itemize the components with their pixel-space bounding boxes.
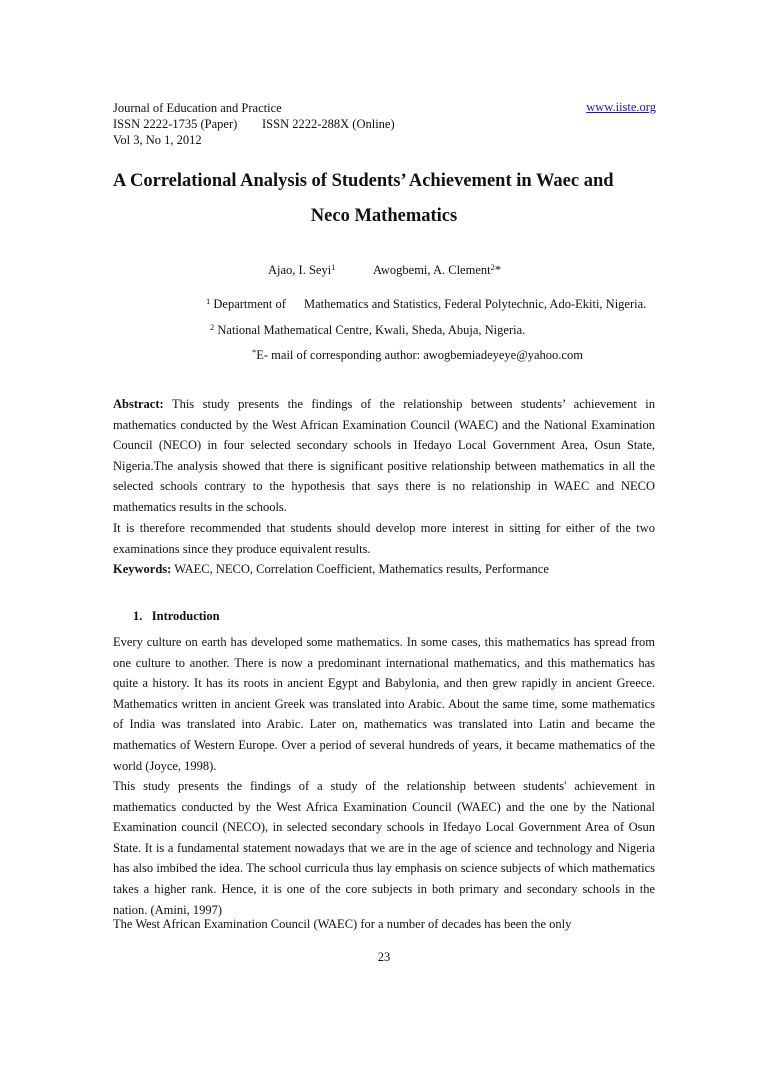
journal-name: Journal of Education and Practice	[113, 101, 282, 115]
keywords-text: WAEC, NECO, Correlation Coefficient, Mathematics results, Performance	[174, 562, 549, 576]
email-text: E- mail of corresponding author: awogbemiadeyeye@yahoo.com	[256, 348, 583, 362]
author-2-name: Awogbemi, A. Clement	[373, 263, 491, 277]
keywords-line	[113, 559, 655, 580]
author-2-sup: 2	[490, 262, 495, 272]
abstract-paragraph	[113, 394, 655, 518]
affiliation-2-sup: 2	[210, 322, 215, 332]
affiliation-2-text: National Mathematical Centre, Kwali, Sheda, Abuja, Nigeria.	[217, 323, 526, 337]
corresponding-mark: *	[494, 263, 502, 277]
keywords-label: Keywords:	[113, 562, 172, 576]
paper-title-line1: A Correlational Analysis of Students’ Achievement in Waec and	[113, 171, 614, 191]
intro-paragraph-3: The West African Examination Council (WAEC) for a number of decades has been the only	[113, 917, 572, 931]
issn-online: ISSN 2222-288X (Online)	[262, 117, 395, 131]
intro-paragraph-1: Every culture on earth has developed some mathematics. In some cases, this mathematics has spread from one culture to another. There is now a predominant international mathematics, and this mathematics has quite a history. It has its roots in ancient Egypt and Babylonia, and then grew rapidly in ancient Greece. Mathematics written in ancient Greek was translated into Arabic. About the same time, some mathematics of India was translated into Arabic. Later on, mathematics was translated into Latin and became the mathematics of Western Europe. Over a period of several hundreds of years, it became mathematics of the world (Joyce, 1998).	[113, 635, 655, 773]
author-1	[268, 262, 335, 278]
page-number: 23	[377, 950, 391, 964]
author-2	[373, 262, 501, 278]
recommendation-paragraph: It is therefore recommended that students should develop more interest in sitting for either of the two examinations since they produce equivalent results.	[113, 521, 655, 556]
volume-issue: Vol 3, No 1, 2012	[113, 133, 202, 147]
author-1-sup: 1	[331, 262, 336, 272]
email-sup: *	[252, 347, 257, 357]
affiliation-1	[206, 296, 286, 312]
section-title: Introduction	[151, 609, 220, 623]
intro-paragraph-2: This study presents the findings of a study of the relationship between students' achievement in mathematics conducted by the West Africa Examination Council (WAEC) and the one by the National Examination council (NECO), in selected secondary schools in Ifedayo Local Government Area of Osun State. It is a fundamental statement nowadays that we are in the age of science and technology and Nigeria has also imbibed the idea. The school curricula thus lay emphasis on science subjects of which mathematics takes a higher rank. Hence, it is one of the core subjects in both primary and secondary schools in the nation. (Amini, 1997)	[113, 779, 655, 917]
affiliation-1-sup: 1	[206, 296, 211, 306]
paper-title-line2: Neco Mathematics	[310, 206, 458, 226]
affiliation-1-institution: Mathematics and Statistics, Federal Polytechnic, Ado-Ekiti, Nigeria.	[304, 297, 647, 311]
section-heading-introduction	[133, 608, 220, 624]
abstract-text: This study presents the findings of the relationship between students’ achievement in mathematics conducted by the West African Examination Council (WAEC) and the National Examination Council (NECO) in four selected secondary schools in Ifedayo Local Government Area, Osun State, Nigeria.The analysis showed that there is significant positive relationship between mathematics in all the selected schools contrary to the hypothesis that says there is no relationship in WAEC and NECO mathematics results in the schools.	[113, 397, 655, 514]
affiliation-1-dept: Department of	[213, 297, 286, 311]
affiliation-2	[210, 322, 525, 338]
journal-url-link[interactable]: www.iiste.org	[586, 100, 656, 114]
issn-paper: ISSN 2222-1735 (Paper)	[113, 117, 238, 131]
author-1-name: Ajao, I. Seyi	[268, 263, 332, 277]
corresponding-email	[252, 347, 583, 363]
abstract-label: Abstract:	[113, 397, 164, 411]
section-number: 1.	[133, 609, 143, 623]
